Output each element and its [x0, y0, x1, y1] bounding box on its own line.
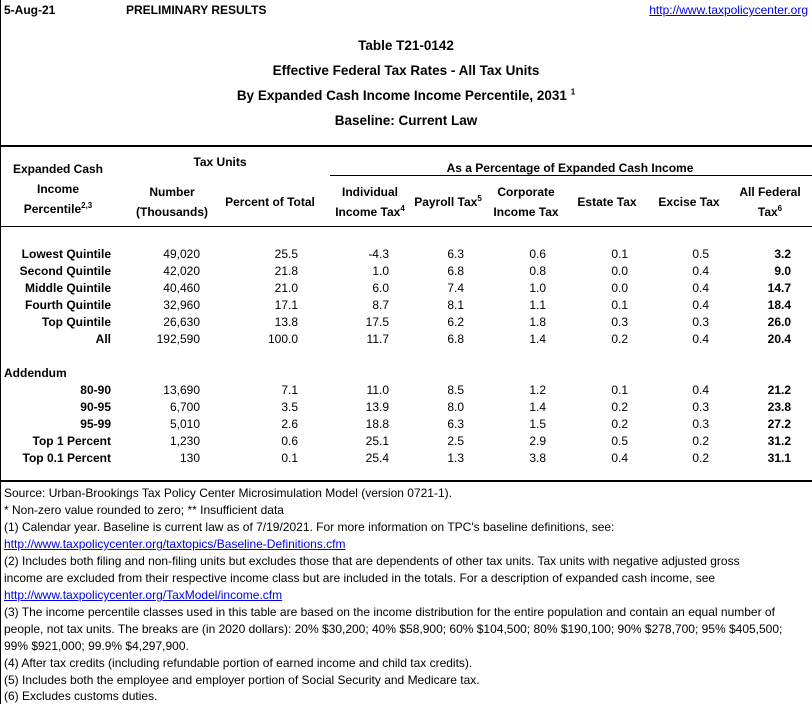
- cell-number: 32,960: [163, 298, 200, 312]
- cell-pct: 17.1: [274, 298, 298, 312]
- cell-all-federal: 3.2: [774, 247, 791, 261]
- row-label: Top 0.1 Percent: [22, 451, 111, 465]
- cell-payroll: 7.4: [447, 281, 464, 295]
- cell-all-federal: 26.0: [767, 315, 791, 329]
- row-header-line1: Expanded Cash: [12, 162, 104, 176]
- cell-corporate: 1.2: [529, 383, 546, 397]
- percentage-group-rule: [330, 175, 812, 176]
- tax-units-group-header: Tax Units: [193, 155, 247, 169]
- row-header-footnote: 2,3: [81, 201, 93, 210]
- row-label: Top Quintile: [41, 315, 111, 329]
- cell-individual: 6.0: [372, 281, 389, 295]
- source-note: Source: Urban-Brookings Tax Policy Center Microsimulation Model (version 0721-1).: [4, 486, 452, 500]
- row-label: Top 1 Percent: [32, 434, 111, 448]
- subtitle-footnote: 1: [570, 87, 576, 97]
- nonzero-note: * Non-zero value rounded to zero; ** Insufficient data: [4, 503, 284, 517]
- cell-all-federal: 14.7: [767, 281, 791, 295]
- cell-corporate: 1.0: [529, 281, 546, 295]
- cell-payroll: 2.5: [447, 434, 464, 448]
- table-subtitle: [0, 88, 812, 103]
- row-label: Lowest Quintile: [21, 247, 111, 261]
- tpc-link[interactable]: http://www.taxpolicycenter.org: [649, 3, 808, 17]
- cell-individual: 17.5: [365, 315, 389, 329]
- cell-estate: 0.5: [611, 434, 628, 448]
- cell-corporate: 1.5: [529, 417, 546, 431]
- row-label: All: [95, 332, 111, 346]
- cell-all-federal: 31.1: [767, 451, 791, 465]
- cell-number: 40,460: [163, 281, 200, 295]
- cell-pct: 3.5: [281, 400, 298, 414]
- cell-pct: 2.6: [281, 417, 298, 431]
- col-estate: Estate Tax: [577, 195, 637, 209]
- cell-individual: 18.8: [365, 417, 389, 431]
- cell-payroll: 6.8: [447, 332, 464, 346]
- subtitle-text: By Expanded Cash Income Income Percentile, 2031: [236, 88, 567, 103]
- cell-payroll: 6.3: [447, 247, 464, 261]
- cell-pct: 21.8: [274, 264, 298, 278]
- cell-all-federal: 20.4: [767, 332, 791, 346]
- row-label: 80-90: [80, 383, 111, 397]
- col-corporate: [486, 182, 566, 222]
- row-header-line3: [4, 199, 112, 219]
- cell-payroll: 8.5: [447, 383, 464, 397]
- row-label: Fourth Quintile: [25, 298, 111, 312]
- preliminary-label: PRELIMINARY RESULTS: [126, 3, 267, 17]
- cell-excise: 0.4: [692, 383, 709, 397]
- cell-payroll: 6.3: [447, 417, 464, 431]
- cell-number: 192,590: [156, 332, 200, 346]
- cell-all-federal: 9.0: [774, 264, 791, 278]
- cell-number: 1,230: [169, 434, 200, 448]
- cell-pct: 25.5: [274, 247, 298, 261]
- table-id: Table T21-0142: [358, 38, 454, 53]
- cell-estate: 0.2: [611, 400, 628, 414]
- footnote-4: (4) After tax credits (including refundable portion of earned income and child tax credits).: [4, 656, 473, 670]
- cell-pct: 13.8: [274, 315, 298, 329]
- cell-excise: 0.3: [692, 315, 709, 329]
- header-top-rule: [0, 145, 812, 147]
- baseline-definitions-link[interactable]: http://www.taxpolicycenter.org/taxtopics/Baseline-Definitions.cfm: [4, 537, 346, 551]
- cell-excise: 0.4: [692, 298, 709, 312]
- cell-payroll: 8.0: [447, 400, 464, 414]
- col-all-federal-line2: [730, 202, 810, 222]
- footnote-1: (1) Calendar year. Baseline is current law as of 7/19/2021. For more information on TPC's baseline definitions, see:: [4, 520, 615, 534]
- cell-pct: 0.1: [281, 451, 298, 465]
- cell-individual: 1.0: [372, 264, 389, 278]
- col-number-line1: Number: [149, 185, 195, 199]
- footnote-3b: people, not tax units. The breaks are (in 2020 dollars): 20% $30,200; 40% $58,900; 60% $104,500; 80% $190,100; 90% $278,700; 95% $405,500;: [4, 622, 783, 636]
- cell-estate: 0.3: [611, 315, 628, 329]
- col-all-federal-footnote: 6: [777, 204, 783, 213]
- row-label: 95-99: [80, 417, 111, 431]
- col-individual: [325, 182, 415, 222]
- cell-individual: 25.1: [365, 434, 389, 448]
- footnote-2a: (2) Includes both filing and non-filing units but excludes those that are dependents of other tax units. Tax units with negative adjusted gross: [4, 554, 740, 568]
- cell-all-federal: 31.2: [767, 434, 791, 448]
- footnote-5: (5) Includes both the employee and employer portion of Social Security and Medicare tax.: [4, 673, 480, 687]
- cell-estate: 0.1: [611, 383, 628, 397]
- col-all-federal-line1: All Federal: [739, 185, 801, 199]
- footnote-3a: (3) The income percentile classes used in this table are based on the income distribution for the entire population and contain an equal number of: [4, 605, 775, 619]
- row-header-line2: Income: [36, 182, 79, 196]
- col-payroll-text: Payroll Tax: [414, 195, 478, 209]
- cell-corporate: 2.9: [529, 434, 546, 448]
- col-all-federal: [730, 182, 810, 222]
- left-border: [0, 0, 1, 704]
- cell-payroll: 6.2: [447, 315, 464, 329]
- cell-corporate: 0.6: [529, 247, 546, 261]
- cell-corporate: 3.8: [529, 451, 546, 465]
- cell-corporate: 1.8: [529, 315, 546, 329]
- footnote-3c: 99% $921,000; 99.9% $4,297,900.: [4, 639, 189, 653]
- cell-excise: 0.3: [692, 417, 709, 431]
- col-corporate-line2: Income Tax: [493, 205, 559, 219]
- cell-corporate: 1.4: [529, 332, 546, 346]
- cell-individual: 25.4: [365, 451, 389, 465]
- cell-estate: 0.1: [611, 247, 628, 261]
- footnote-2b: income are excluded from their respective income class but are included in the totals. For a description of expanded cash income, see: [4, 571, 716, 585]
- cell-excise: 0.3: [692, 400, 709, 414]
- cell-excise: 0.4: [692, 332, 709, 346]
- table-title: Effective Federal Tax Rates - All Tax Units: [272, 63, 540, 78]
- cell-number: 26,630: [163, 315, 200, 329]
- report-date: 5-Aug-21: [4, 3, 56, 17]
- cell-all-federal: 18.4: [767, 298, 791, 312]
- cell-excise: 0.4: [692, 264, 709, 278]
- col-individual-line2: [325, 202, 415, 222]
- percentage-group-header: As a Percentage of Expanded Cash Income: [446, 161, 694, 175]
- header-bottom-rule: [0, 226, 812, 227]
- cell-estate: 0.0: [611, 281, 628, 295]
- cell-estate: 0.4: [611, 451, 628, 465]
- cell-individual: 8.7: [372, 298, 389, 312]
- col-corporate-line1: Corporate: [497, 185, 555, 199]
- cell-excise: 0.2: [692, 451, 709, 465]
- cell-pct: 7.1: [281, 383, 298, 397]
- cell-excise: 0.4: [692, 281, 709, 295]
- cell-corporate: 1.1: [529, 298, 546, 312]
- col-all-federal-line2-text: Tax: [757, 205, 778, 219]
- cell-estate: 0.2: [611, 417, 628, 431]
- cell-corporate: 0.8: [529, 264, 546, 278]
- col-payroll-footnote: 5: [477, 194, 482, 203]
- col-number: [127, 182, 217, 222]
- cell-pct: 0.6: [281, 434, 298, 448]
- cell-estate: 0.1: [611, 298, 628, 312]
- cell-number: 6,700: [169, 400, 200, 414]
- col-individual-line2-text: Income Tax: [335, 205, 401, 219]
- cell-excise: 0.2: [692, 434, 709, 448]
- footnote-6: (6) Excludes customs duties.: [4, 689, 158, 703]
- cell-individual: 11.7: [366, 332, 389, 346]
- baseline-title: Baseline: Current Law: [334, 113, 478, 128]
- cell-number: 42,020: [163, 264, 200, 278]
- cell-pct: 21.0: [274, 281, 298, 295]
- cell-all-federal: 27.2: [767, 417, 791, 431]
- col-payroll: [408, 192, 488, 212]
- cell-individual: 13.9: [365, 400, 389, 414]
- cell-individual: -4.3: [368, 247, 389, 261]
- cell-number: 49,020: [163, 247, 200, 261]
- cell-payroll: 6.8: [447, 264, 464, 278]
- col-individual-footnote: 4: [400, 204, 405, 213]
- row-label: Second Quintile: [19, 264, 111, 278]
- row-label: Middle Quintile: [25, 281, 111, 295]
- cell-corporate: 1.4: [529, 400, 546, 414]
- cell-number: 13,690: [163, 383, 200, 397]
- cell-all-federal: 21.2: [767, 383, 791, 397]
- cell-number: 5,010: [169, 417, 200, 431]
- col-individual-line1: Individual: [341, 185, 398, 199]
- cell-estate: 0.0: [611, 264, 628, 278]
- col-number-line2: (Thousands): [136, 205, 208, 219]
- col-excise: Excise Tax: [658, 195, 720, 209]
- cell-estate: 0.2: [611, 332, 628, 346]
- income-definition-link[interactable]: http://www.taxpolicycenter.org/TaxModel/income.cfm: [4, 588, 283, 602]
- table-bottom-rule: [0, 480, 812, 482]
- cell-pct: 100.0: [267, 332, 298, 346]
- row-header: [4, 159, 112, 219]
- col-percent-total: Percent of Total: [225, 195, 315, 209]
- cell-payroll: 1.3: [447, 451, 464, 465]
- row-label: 90-95: [80, 400, 111, 414]
- cell-payroll: 8.1: [447, 298, 464, 312]
- addendum-label: Addendum: [4, 366, 67, 380]
- row-header-line3-text: Percentile: [23, 202, 82, 216]
- cell-number: 130: [179, 451, 200, 465]
- cell-excise: 0.5: [692, 247, 709, 261]
- cell-individual: 11.0: [366, 383, 389, 397]
- cell-all-federal: 23.8: [767, 400, 791, 414]
